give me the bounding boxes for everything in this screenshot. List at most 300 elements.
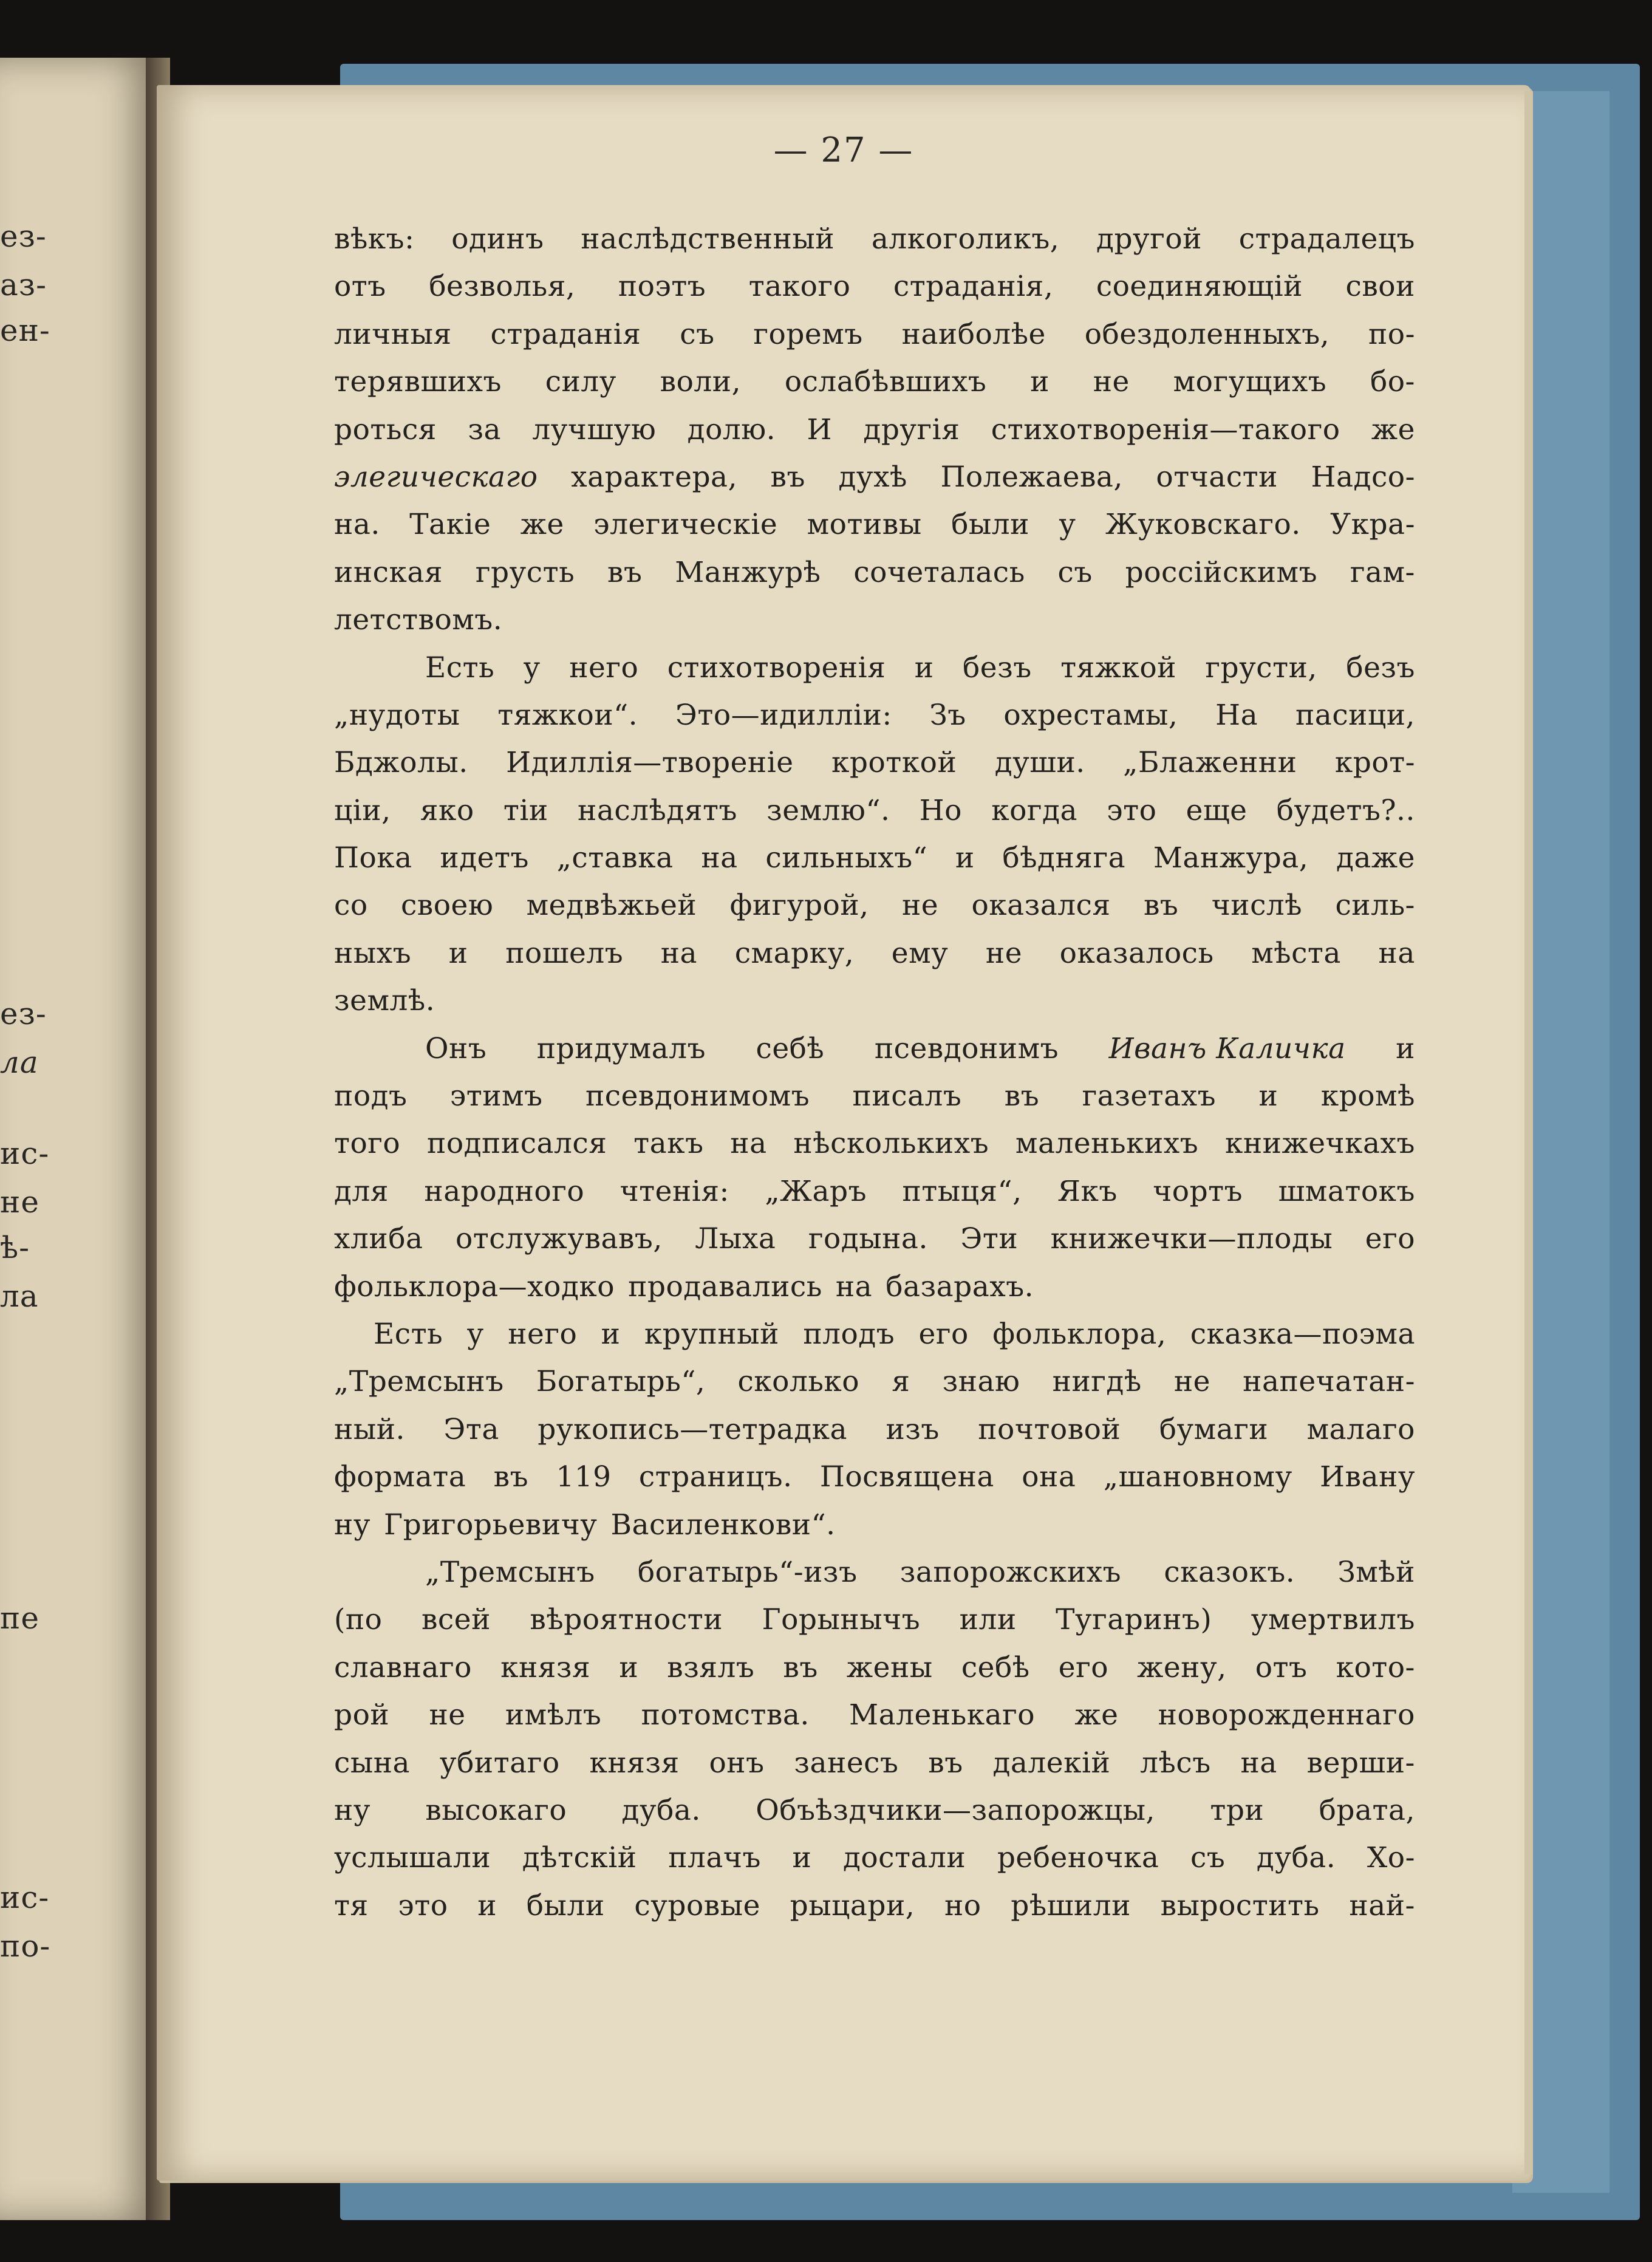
word: въ [493,1460,528,1494]
text-line [334,739,1415,787]
word: были [526,1888,605,1922]
word: всей [421,1603,491,1637]
word: формата [334,1460,466,1494]
word: хлиба [334,1222,423,1256]
word: потомства. [641,1698,810,1732]
word: сильныхъ“ [765,841,928,875]
word: книжечкахъ [1224,1127,1415,1161]
text-line [334,1358,1415,1406]
word: своею [400,889,494,923]
word: дуба. [1256,1841,1336,1875]
word: Зъ [929,698,966,732]
word: мотивы [807,508,922,542]
word: за [468,412,501,446]
word: Маленькаго [849,1698,1036,1732]
word: жену, [1137,1650,1227,1684]
word: но [944,1888,981,1922]
word: псевдонимомъ [585,1079,810,1113]
word: силу [545,365,616,399]
text-line [334,1406,1415,1454]
word: сказокъ. [1164,1555,1295,1589]
word: Иванъ Каличка [1108,1031,1346,1065]
word: Якъ [1057,1174,1118,1208]
text-line [334,644,1415,692]
left-page-fragment: ен- [0,313,50,348]
word: тя [334,1888,369,1922]
word: рукопись—тетрадка [538,1412,848,1446]
word: „нудоты [334,698,460,732]
word: „шановному [1103,1460,1292,1494]
word: дуба. [621,1793,701,1827]
word: кромѣ [1320,1079,1415,1113]
word: наслѣдственный [581,222,835,256]
word: „Блаженни [1123,746,1297,780]
word: и [619,1650,639,1684]
word: него [508,1317,578,1351]
word: тяжкои“. [497,698,638,732]
word: фольклора, [992,1317,1167,1351]
text-line [334,549,1415,596]
word: бѣдняга [1002,841,1126,875]
text-line [334,1215,1415,1263]
word: обездоленныхъ, [1084,317,1330,351]
text-line [334,1311,1415,1358]
word: лучшую [532,412,657,446]
text-line [334,1834,1415,1882]
word: сказка—поэма [1190,1317,1415,1351]
word: фольклора—ходко [334,1269,615,1304]
left-page-fragment: ис- [0,1880,50,1915]
word: идетъ [440,841,529,875]
word: одинъ [451,222,544,256]
word: ну [334,1508,370,1542]
word: страданія [490,317,641,351]
word: Это—идилліи: [675,698,892,732]
left-page-fragment: ла [0,1045,39,1080]
word: такого [748,270,851,304]
text-line [334,1740,1415,1787]
word: сочеталась [853,555,1025,589]
word: не [1173,1365,1210,1399]
word: пошелъ [505,936,624,970]
word: достали [842,1841,966,1875]
word: Лыха [695,1222,776,1256]
word: себѣ [961,1650,1030,1684]
word: три [1210,1793,1265,1827]
word: ный. [334,1412,405,1446]
word: его [918,1317,969,1351]
word: бо- [1370,365,1415,399]
text-line [334,1454,1415,1501]
word: со [334,889,368,923]
word: и [1396,1031,1415,1065]
word: высокаго [425,1793,567,1827]
word: ослабѣвшихъ [784,365,987,399]
word: его [1058,1650,1108,1684]
text-line [334,1549,1415,1596]
word: духѣ [838,460,907,494]
word: души. [994,746,1085,780]
word: наслѣдятъ [578,793,737,827]
word: и [1258,1079,1278,1113]
text-line [334,1596,1415,1644]
word: Пока [334,841,412,875]
word: писалъ [852,1079,962,1113]
word: услышали [334,1841,491,1875]
word: и [601,1317,621,1351]
text-line [334,977,1415,1025]
word: книжечки—плоды [1050,1222,1333,1256]
word: на [1240,1746,1277,1780]
word: же [1371,412,1415,446]
word: землѣ. [334,984,435,1018]
word: 119 [556,1460,612,1494]
word: этимъ [449,1079,543,1113]
word: безъ [963,651,1032,685]
word: „Жаръ [765,1174,867,1208]
word: чортъ [1153,1174,1243,1208]
word: Тугаринъ) [1056,1603,1212,1637]
left-page-fragment: ез- [0,219,47,254]
word: богатырь“-изъ [637,1555,858,1589]
word: крупный [644,1317,779,1351]
word: того [334,1127,401,1161]
word: (по [334,1603,383,1637]
word: стихотворенія [667,651,886,685]
word: соединяющій [1096,270,1303,304]
word: такъ [633,1127,704,1161]
word: въ [783,1650,818,1684]
word: же [1074,1698,1119,1732]
word: съ [1057,555,1093,589]
left-page-fragment: ѣ- [0,1230,30,1265]
text-line [334,596,1415,644]
text-line [334,216,1415,263]
text-line [334,1120,1415,1167]
word: най- [1349,1888,1415,1922]
word: Манжура, [1153,841,1309,875]
text-line [334,1502,1415,1549]
word: на. [334,508,380,542]
text-line [334,1025,1415,1073]
word: воли, [660,365,742,399]
word: Онъ [425,1031,487,1065]
word: Идиллія—твореніе [506,746,794,780]
word: не [429,1698,466,1732]
text-line [334,454,1415,501]
word: другія [863,412,960,446]
word: Григорьевичу [383,1508,598,1542]
word: Эта [443,1412,499,1446]
word: Такіе [409,508,491,542]
left-page-fragment: аз- [0,267,47,302]
word: вѣроятности [530,1603,723,1637]
text-line [334,692,1415,739]
word: грусть [475,555,575,589]
text-line [334,835,1415,882]
word: базарахъ. [886,1269,1034,1304]
word: долю. [687,412,776,446]
text-line [334,787,1415,835]
word: ну [334,1793,370,1827]
word: въ [770,460,805,494]
word: терявшихъ [334,365,502,399]
word: на [835,1269,873,1304]
word: суровые [634,1888,760,1922]
word: его [1365,1222,1415,1256]
word: кото- [1336,1650,1415,1684]
word: медвѣжьей [526,889,697,923]
word: другой [1096,222,1202,256]
word: элегическіе [593,508,778,542]
word: него [569,651,639,685]
word: „Тремсынъ [425,1555,595,1589]
word: и [914,651,934,685]
word: еще [1186,793,1248,827]
left-facing-page [0,58,159,2220]
word: это [1107,793,1157,827]
word: подписался [427,1127,607,1161]
word: онъ [709,1746,765,1780]
word: страницъ. [638,1460,793,1494]
left-page-fragment: не [0,1184,39,1220]
word: Горынычъ [762,1603,921,1637]
word: инская [334,555,443,589]
text-line [334,406,1415,454]
word: для [334,1174,389,1208]
word: я [892,1365,910,1399]
word: подъ [334,1079,408,1113]
word: нигдѣ [1052,1365,1142,1399]
text-line [334,358,1415,406]
page-number: — 27 — [773,131,914,170]
word: тяжкой [1060,651,1176,685]
left-page-fragment: по- [0,1929,51,1964]
word: Эти [960,1222,1019,1256]
word: летствомъ. [334,603,503,637]
word: были [951,508,1029,542]
word: ныхъ [334,936,412,970]
word: не [1093,365,1130,399]
word: на [1378,936,1415,970]
word: годына. [808,1222,928,1256]
word: она [1022,1460,1076,1494]
word: мѣста [1251,936,1341,970]
word: не [985,936,1023,970]
word: новорожденнаго [1158,1698,1415,1732]
word: же [520,508,564,542]
text-line [334,1692,1415,1739]
word: князя [500,1650,591,1684]
word: грусти, [1205,651,1317,685]
word: отчасти [1156,460,1278,494]
text-line [334,1263,1415,1311]
text-line [334,501,1415,548]
word: яко [420,793,474,827]
word: И [807,412,832,446]
word: На [1215,698,1258,732]
word: и [955,841,975,875]
text-line [334,882,1415,929]
word: себѣ [756,1031,825,1065]
word: рой [334,1698,390,1732]
word: съ [680,317,715,351]
word: продавались [628,1269,822,1304]
text-line [334,263,1415,310]
word: запорожскихъ [899,1555,1122,1589]
word: далекій [992,1746,1111,1780]
word: или [959,1603,1017,1637]
word: это [398,1888,448,1922]
word: безъ [1346,651,1415,685]
word: страдалецъ [1238,222,1415,256]
word: и [448,936,468,970]
word: элегическаго [334,460,538,494]
word: брата, [1319,1793,1415,1827]
word: смарку, [734,936,855,970]
word: „ставка [556,841,674,875]
word: Полежаева, [940,460,1123,494]
word: маленькихъ [1015,1127,1199,1161]
word: умертвилъ [1251,1603,1415,1637]
word: нѣсколькихъ [793,1127,989,1161]
word: ему [891,936,949,970]
word: страданія, [893,270,1054,304]
word: у [523,651,541,685]
text-line [334,1168,1415,1215]
word: Надсо- [1311,460,1415,494]
word: плачъ [668,1841,761,1875]
word: числѣ [1211,889,1303,923]
word: напечатан- [1243,1365,1415,1399]
word: выростить [1160,1888,1320,1922]
word: и [1030,365,1050,399]
word: оказалось [1059,936,1214,970]
word: у [466,1317,484,1351]
word: оказался [971,889,1111,923]
word: сына [334,1746,411,1780]
text-line [334,930,1415,977]
word: на [730,1127,767,1161]
word: землю“. [766,793,890,827]
word: занесъ [794,1746,899,1780]
word: фигурой, [729,889,869,923]
word: взялъ [667,1650,755,1684]
word: пасици, [1295,698,1415,732]
word: Ивану [1320,1460,1415,1494]
word: лѣсъ [1140,1746,1211,1780]
word: въ [1004,1079,1040,1113]
word: птыця“, [902,1174,1022,1208]
word: малаго [1306,1412,1415,1446]
page-edge [1524,91,1533,2175]
word: газетахъ [1082,1079,1217,1113]
word: Манжурѣ [675,555,821,589]
word: верши- [1306,1746,1415,1780]
word: охрестамы, [1003,698,1178,732]
word: силь- [1335,889,1415,923]
word: славнаго [334,1650,472,1684]
text-line [334,1787,1415,1834]
word: у [1059,508,1076,542]
word: на [701,841,738,875]
word: придумалъ [536,1031,706,1065]
word: могущихъ [1173,365,1327,399]
word: Укра- [1330,508,1415,542]
word: плодъ [803,1317,895,1351]
word: ціи, [334,793,391,827]
word: безволья, [429,270,576,304]
word: Богатырь“, [536,1365,706,1399]
word: изъ [886,1412,940,1446]
word: рыцари, [790,1888,915,1922]
word: Есть [425,651,495,685]
word: гам- [1350,555,1415,589]
word: Но [919,793,962,827]
word: когда [991,793,1077,827]
word: горемъ [753,317,863,351]
text-line [334,311,1415,358]
word: ребеночка [997,1841,1159,1875]
word: Жуковскаго. [1105,508,1301,542]
word: рѣшили [1011,1888,1131,1922]
left-page-fragment: ла [0,1279,39,1314]
word: россійскимъ [1125,555,1317,589]
word: поэтъ [618,270,706,304]
word: „Тремсынъ [334,1365,504,1399]
word: отъ [1255,1650,1308,1684]
word: наиболѣе [901,317,1046,351]
word: и [477,1888,497,1922]
word: характера, [571,460,738,494]
word: убитаго [439,1746,560,1780]
word: роться [334,412,437,446]
word: сколько [737,1365,860,1399]
word: чтенія: [620,1174,729,1208]
text-line [334,1073,1415,1120]
word: Объѣздчики—запорожцы, [756,1793,1155,1827]
text-line [334,1882,1415,1930]
word: по- [1368,317,1415,351]
word: Змѣй [1337,1555,1415,1589]
word: князя [589,1746,680,1780]
text-line [334,1644,1415,1692]
word: дѣтскій [522,1841,637,1875]
word: свои [1345,270,1415,304]
word: кроткой [831,746,957,780]
word: тіи [503,793,548,827]
left-page-fragment: ис- [0,1136,50,1171]
word: алкоголикъ, [871,222,1060,256]
word: даже [1336,841,1415,875]
word: Посвящена [819,1460,994,1494]
word: личныя [334,317,452,351]
word: на [660,936,698,970]
word: и [792,1841,812,1875]
word: въ [607,555,643,589]
word: Есть [374,1317,443,1351]
word: отслужувавъ, [455,1222,663,1256]
word: Хо- [1367,1841,1415,1875]
word: жены [846,1650,933,1684]
left-page-fragment: пе [0,1601,39,1636]
word: знаю [942,1365,1020,1399]
word: почтовой [978,1412,1121,1446]
word: Василенкови“. [610,1508,836,1542]
word: бумаги [1159,1412,1269,1446]
page-body-text [334,216,1415,1930]
word: Бджолы. [334,746,468,780]
